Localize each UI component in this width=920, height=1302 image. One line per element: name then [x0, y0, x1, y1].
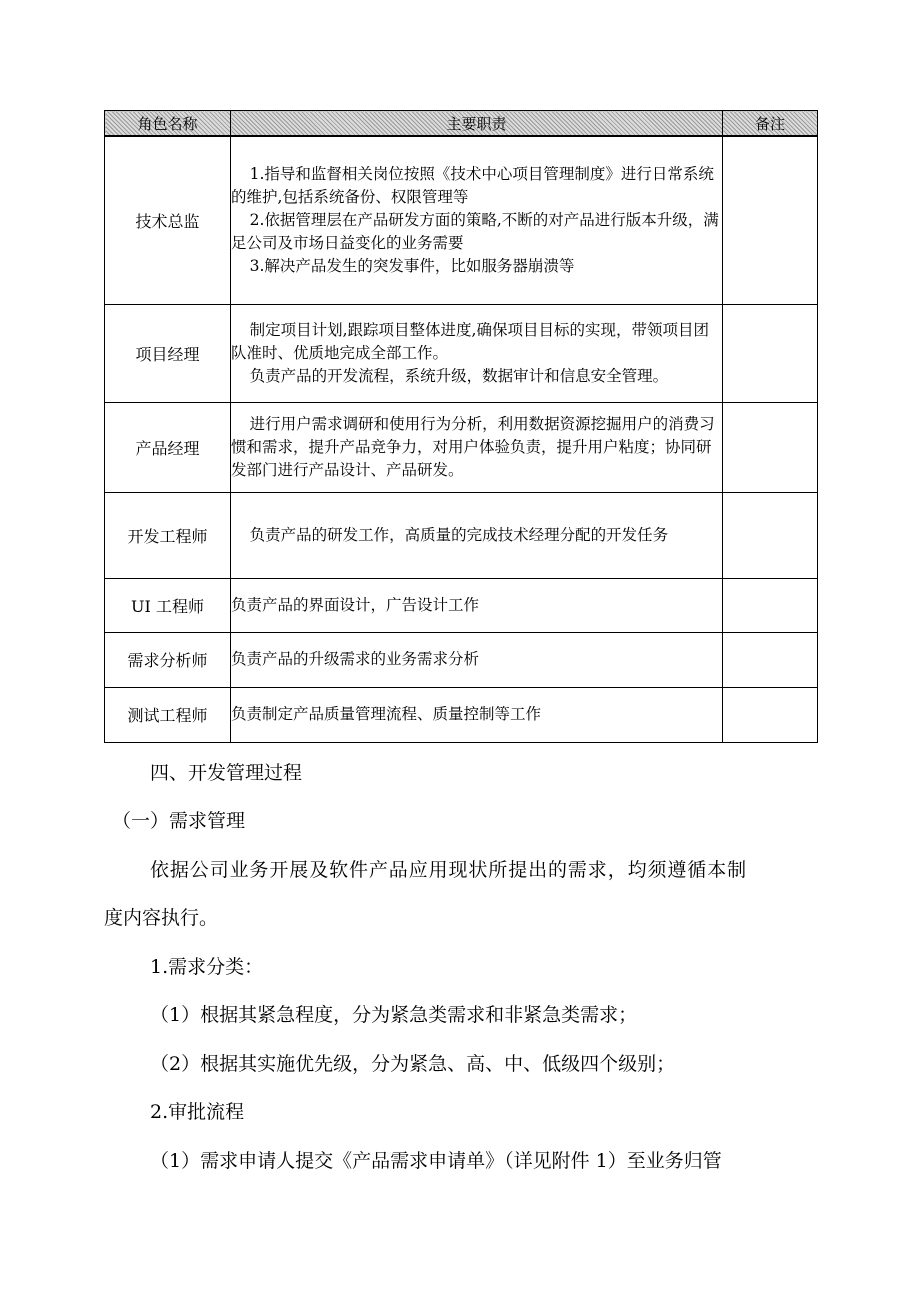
duty-line: 负责产品的开发流程，系统升级，数据审计和信息安全管理。	[249, 366, 669, 385]
paragraph-line: 依据公司业务开展及软件产品应用现状所提出的需求，均须遵循本制	[150, 859, 748, 881]
duty-line: 进行用户需求调研和使用行为分析，利用数据资源挖掘用户的消费习惯和需求，提升产品竞争力，对用户体验负责，提升用户粘度；协同研发部门进行产品设计、产品研发。	[231, 414, 715, 479]
duty-line: 负责产品的研发工作，高质量的完成技术经理分配的开发任务	[249, 525, 669, 544]
duty-line: 1.指导和监督相关岗位按照《技术中心项目管理制度》进行日常系统的维护,包括系统备份、权限管理等	[231, 164, 714, 206]
duty-cell	[231, 578, 723, 632]
list-item: 2.审批流程	[150, 1101, 245, 1123]
note-cell	[723, 304, 818, 402]
table-row	[105, 136, 818, 304]
duty-line: 2.依据管理层在产品研发方面的策略,不断的对产品进行版本升级，满足公司及市场日益变化的业务需要	[231, 210, 719, 252]
roles-table	[104, 110, 818, 743]
table-row	[105, 578, 818, 632]
header-main-duties: 主要职责	[231, 111, 723, 137]
role-cell: 产品经理	[105, 402, 231, 492]
role-cell: 项目经理	[105, 304, 231, 402]
note-cell	[723, 578, 818, 632]
list-item: 1.需求分类：	[150, 956, 264, 978]
note-cell	[723, 492, 818, 578]
duty-cell	[231, 632, 723, 687]
role-cell: 技术总监	[105, 136, 231, 304]
duty-cell	[231, 304, 723, 402]
role-cell: 测试工程师	[105, 687, 231, 742]
list-item: （1）根据其紧急程度，分为紧急类需求和非紧急类需求；	[150, 1004, 638, 1026]
table-header-row	[105, 111, 818, 137]
note-cell	[723, 687, 818, 742]
note-cell	[723, 632, 818, 687]
duty-line: 3.解决产品发生的突发事件，比如服务器崩溃等	[249, 256, 575, 275]
role-cell: 需求分析师	[105, 632, 231, 687]
note-cell	[723, 136, 818, 304]
role-cell: 开发工程师	[105, 492, 231, 578]
subsection-heading: （一）需求管理	[112, 810, 246, 832]
duty-cell	[231, 402, 723, 492]
duty-line: 负责制定产品质量管理流程、质量控制等工作	[231, 705, 542, 723]
table-row	[105, 632, 818, 687]
header-role-name: 角色名称	[105, 111, 231, 137]
header-remarks: 备注	[723, 111, 818, 137]
note-cell	[723, 402, 818, 492]
table-row	[105, 402, 818, 492]
duty-line: 负责产品的升级需求的业务需求分析	[231, 650, 480, 668]
role-cell: UI 工程师	[105, 578, 231, 632]
table-row	[105, 687, 818, 742]
duty-cell	[231, 492, 723, 578]
duty-line: 制定项目计划,跟踪项目整体进度,确保项目目标的实现，带领项目团队准时、优质地完成全部工作。	[231, 320, 709, 362]
list-item: （2）根据其实施优先级，分为紧急、高、中、低级四个级别；	[150, 1053, 676, 1075]
duty-line: 负责产品的界面设计，广告设计工作	[231, 595, 480, 614]
list-item: （1）需求申请人提交《产品需求申请单》（详见附件 1）至业务归管	[150, 1150, 722, 1172]
table-row	[105, 492, 818, 578]
table-row	[105, 304, 818, 402]
duty-cell	[231, 687, 723, 742]
paragraph-line: 度内容执行。	[104, 907, 219, 929]
section-heading: 四、开发管理过程	[150, 762, 303, 784]
duty-cell	[231, 136, 723, 304]
